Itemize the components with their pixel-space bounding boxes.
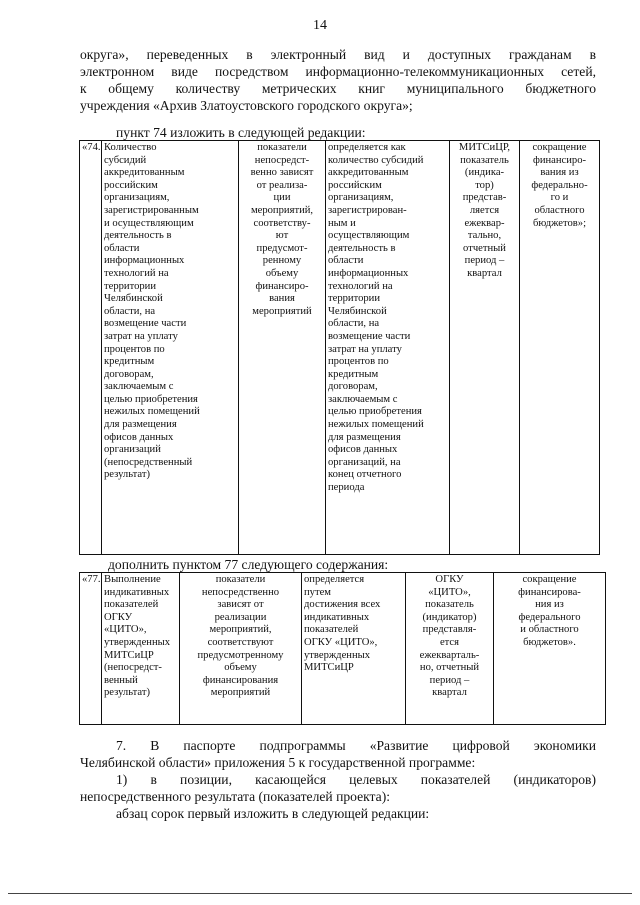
indicator-name: Выполнение индикативных показателей ОГКУ «ЦИТО», утвержденных МИТСиЦР (непосредст- венный результат) <box>102 573 180 725</box>
point-77-intro: дополнить пунктом 77 следующего содержания: <box>108 557 389 572</box>
item-1-paragraph <box>80 771 596 805</box>
indicator-type: показатели непосредст- венно зависят от реализа- ции мероприятий, соответству- ют предусмот- ренному объему финансиро- вания мероприятий <box>239 141 326 555</box>
abzac-paragraph: абзац сорок первый изложить в следующей редакции: <box>116 806 430 821</box>
indicator-table-74 <box>79 140 600 555</box>
data-source: ОГКУ «ЦИТО», показатель (индикатор) представля- ется ежекварталь- но, отчетный период – квартал <box>406 573 494 725</box>
text-line: округа», переведенных в электронный вид и доступных гражданам в <box>80 47 596 62</box>
page-number: 14 <box>313 18 327 33</box>
text-line: непосредственного результата (показателей проекта): <box>80 789 391 804</box>
row-number: «77. <box>80 573 102 725</box>
bottom-divider <box>8 893 632 894</box>
table-row <box>80 141 600 555</box>
table-row <box>80 573 606 725</box>
text-line: к общему количеству метрических книг муниципального бюджетного <box>80 81 596 96</box>
point-74-intro: пункт 74 изложить в следующей редакции: <box>116 125 366 140</box>
text-line: 7. В паспорте подпрограммы «Развитие цифровой экономики <box>116 738 596 753</box>
data-source: МИТСиЦР, показатель (индика- тор) представ- ляется ежеквар- тально, отчетный период – квартал <box>450 141 520 555</box>
indicator-type: показатели непосредственно зависят от реализации мероприятий, соответствуют предусмотренному объему финансирования мероприятий <box>180 573 302 725</box>
calculation-method: определяется путем достижения всех индикативных показателей ОГКУ «ЦИТО», утвержденных МИТСиЦР <box>302 573 406 725</box>
text-line: Челябинской области» приложения 5 к государственной программе: <box>80 755 476 770</box>
row-number: «74. <box>80 141 102 555</box>
indicator-table-77 <box>79 572 606 725</box>
consequence: сокращение финансирова- ния из федерального и областного бюджетов». <box>494 573 606 725</box>
text-line: 1) в позиции, касающейся целевых показателей (индикаторов) <box>116 772 596 787</box>
top-paragraph <box>80 46 596 114</box>
indicator-name: Количество субсидий аккредитованным российским организациям, зарегистрированным и осуществляющим деятельность в области информационных технологий на территории Челябинской области, на возмещение части затрат на уплату процентов по кредитным договорам, заключаемым с целью приобретения нежилых помещений для размещения офисов данных организаций (непосредственный результат) <box>102 141 239 555</box>
calculation-method: определяется как количество субсидий аккредитованным российским организациям, зарегистрирован- ным и осуществляющим деятельность в области информационных технологий на территории Челябинской области, на возмещение части затрат на уплату процентов по кредитным договорам, заключаемым с целью приобретения нежилых помещений для размещения офисов данных организаций, на конец отчетного периода <box>326 141 450 555</box>
text-line: учреждения «Архив Златоустовского городского округа»; <box>80 98 413 113</box>
text-line: электронном виде посредством информационно-телекоммуникационных сетей, <box>80 64 596 79</box>
item-7-paragraph <box>80 737 596 771</box>
consequence: сокращение финансиро- вания из федерально- го и областного бюджетов»; <box>520 141 600 555</box>
